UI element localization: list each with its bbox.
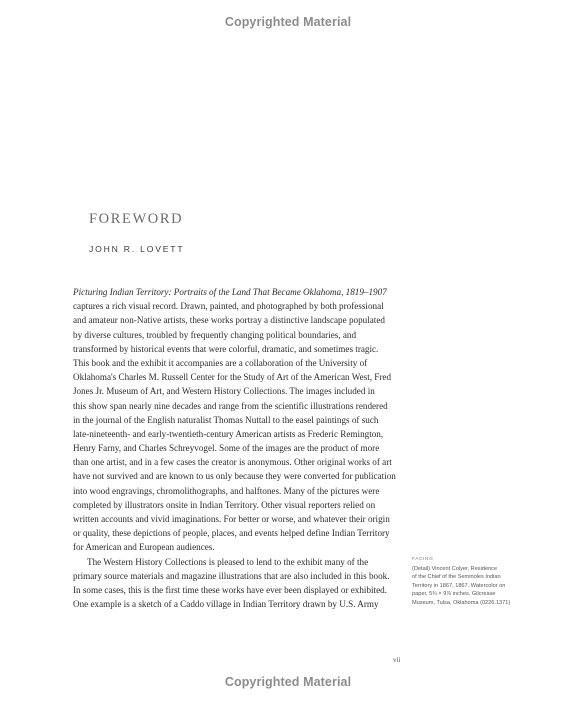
body-line: transformed by historical events that were colorful, dramatic, and sometimes tragic. bbox=[73, 343, 379, 354]
body-line: written accounts and vivid imaginations. For better or worse, and whatever their origin bbox=[73, 514, 390, 524]
figure-caption bbox=[412, 556, 527, 608]
caption-line: Museum, Tulsa, Oklahoma (0226.1371) bbox=[412, 599, 511, 606]
watermark-top: Copyrighted Material bbox=[224, 15, 352, 29]
author-name: JOHN R. LOVETT bbox=[89, 244, 185, 254]
caption-line: paper, 5¾ × 9⅞ inches. Gilcrease bbox=[412, 591, 496, 598]
body-text bbox=[73, 285, 403, 611]
caption-line: of the Chief of the Seminoles Indian bbox=[412, 574, 501, 581]
body-line: than one artist, and in a few cases the creator is anonymous. Other original works of art bbox=[73, 457, 392, 468]
body-line: into wood engravings, chromolithographs, and halftones. Many of the pictures were bbox=[73, 485, 380, 496]
body-line: and amateur non-Native artists, these works portray a distinctive landscape populated bbox=[73, 315, 385, 326]
body-line: late-nineteenth- and early-twentieth-century American artists as Frederic Remington, bbox=[73, 428, 384, 439]
body-line: this show span nearly nine decades and range from the scientific illustrations rendered bbox=[73, 400, 388, 411]
caption-line: Territory in 1867, 1867. Watercolor on bbox=[412, 582, 506, 589]
body-line: or quality, these depictions of people, places, and events helped define Indian Territory bbox=[73, 528, 390, 539]
body-line: have not survived and are known to us only because they were converted for publication bbox=[73, 471, 396, 482]
body-line: Oklahoma's Charles M. Russell Center for the Study of Art of the American West, Fred bbox=[73, 372, 392, 383]
body-line: Jones Jr. Museum of Art, and Western History Collections. The images included in bbox=[73, 386, 375, 397]
body-line: in the journal of the English naturalist Thomas Nuttall to the easel paintings of such bbox=[73, 414, 379, 425]
page-number: vii bbox=[393, 656, 401, 664]
book-title-italic: Picturing Indian Territory: Portraits of the Land That Became Oklahoma, 1819–1907 bbox=[73, 287, 387, 297]
section-title: FOREWORD bbox=[89, 211, 184, 227]
body-line: by diverse cultures, troubled by frequently changing political boundaries, and bbox=[73, 329, 357, 340]
body-line: primary source materials and magazine illustrations that are also included in this book. bbox=[73, 570, 390, 581]
body-line: The Western History Collections is pleased to lend to the exhibit many of the bbox=[87, 556, 369, 567]
caption-label: FACING bbox=[412, 557, 434, 562]
body-line: captures a rich visual record. Drawn, painted, and photographed by both professional bbox=[73, 301, 384, 312]
body-line: completed by illustrators onsite in Indian Territory. Other visual reporters relied on bbox=[73, 499, 376, 510]
body-line: In some cases, this is the first time these works have ever been displayed or exhibited. bbox=[73, 584, 387, 595]
watermark-bottom: Copyrighted Material bbox=[224, 675, 352, 689]
caption-line: (Detail) Vincent Colyer, Residence bbox=[412, 565, 498, 572]
body-line: Henry Farny, and Charles Schreyvogel. Some of the images are the product of more bbox=[73, 443, 380, 454]
body-line: for American and European audiences. bbox=[73, 542, 215, 553]
body-line: One example is a sketch of a Caddo village in Indian Territory drawn by U.S. Army bbox=[73, 599, 379, 610]
body-line: This book and the exhibit it accompanies are a collaboration of the University of bbox=[73, 357, 368, 368]
body-line bbox=[73, 285, 403, 299]
